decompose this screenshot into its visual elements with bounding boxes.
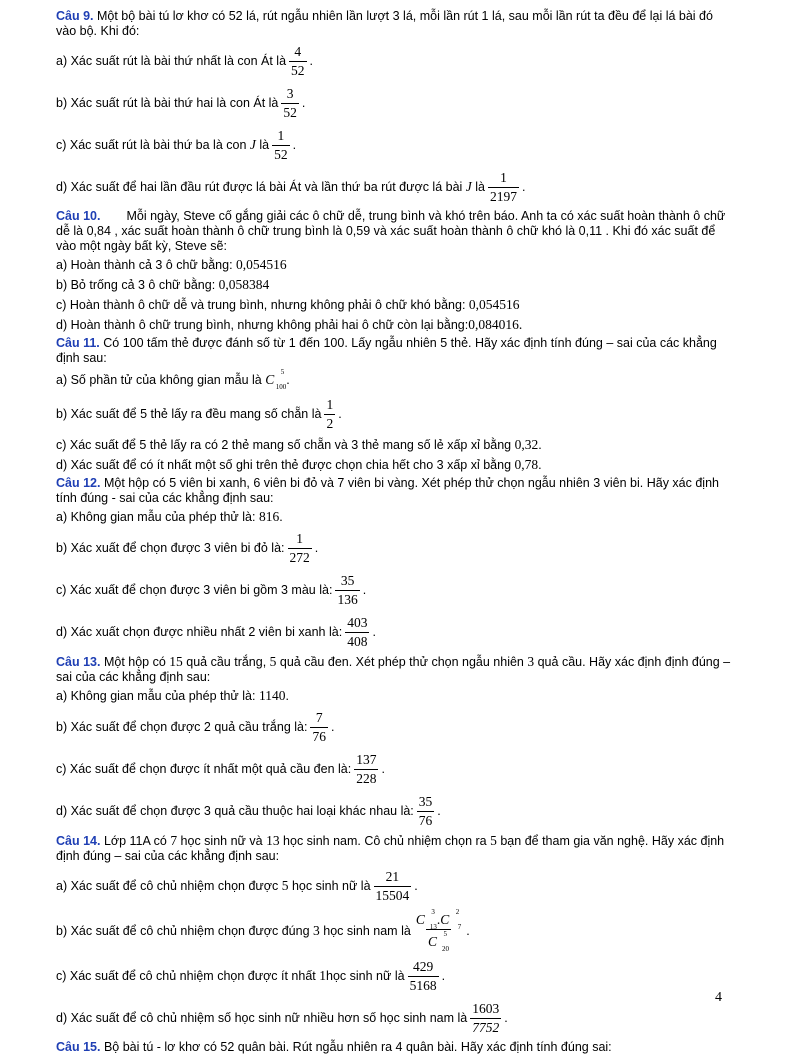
option-9a: a) Xác suất rút là bài thứ nhất là con Át là $\frac{4}{52}$ .: [56, 43, 314, 78]
numerator: 429: [412, 958, 434, 974]
option-text: c) Xác suất để chọn được ít nhất một quả cầu đen là:: [56, 762, 352, 776]
numerator: 1: [277, 127, 285, 143]
option-13d: d) Xác suất để chọn được 3 quả cầu thuộc hai loại khác nhau là: $\frac{35}{76}$ .: [56, 793, 441, 828]
numerator: 403: [347, 614, 368, 630]
option-text: a) Xác suất rút là bài thứ nhất là con Át là: [56, 54, 287, 68]
math-value: 1140: [258, 688, 286, 703]
option-text: c) Xác suất để 5 thẻ lấy ra có 2 thẻ mang số chẵn và 3 thẻ mang số lẻ xấp xỉ bằng: [56, 438, 512, 452]
fraction: [272, 128, 290, 163]
option-text: a) Không gian mẫu của phép thử là:: [56, 510, 256, 524]
comb-symbol: C: [415, 912, 425, 927]
denominator: 7752: [472, 1019, 500, 1035]
option-10d: [56, 316, 736, 334]
option-11c: c) Xác suất để 5 thẻ lấy ra có 2 thẻ mang số chẵn và 3 thẻ mang số lẻ xấp xỉ bằng 0,32 .: [56, 437, 542, 452]
comb-sub: 7: [457, 923, 462, 931]
math-value: 0,32: [514, 437, 539, 452]
question-label: Câu 11.: [56, 336, 100, 350]
denominator: 228: [356, 770, 377, 786]
math-value: 1: [319, 968, 326, 983]
option-text: b) Xác suất để chọn được 2 quả cầu trắng là:: [56, 720, 308, 734]
option-9b: b) Xác suất rút là bài thứ hai là con Át là $\frac{3}{52}$ .: [56, 85, 306, 120]
question-label: Câu 9.: [56, 9, 94, 23]
option-text: a) Không gian mẫu của phép thử là:: [56, 689, 256, 703]
numerator: 35: [340, 572, 355, 588]
numerator: 1: [296, 530, 304, 546]
option-text: d) Hoàn thành ô chữ trung bình, nhưng không phải hai ô chữ còn lại bằng:: [56, 318, 469, 332]
math-value: 7: [170, 833, 178, 848]
question-text: Bộ bài tú - lơ khơ có 52 quân bài. Rút ngẫu nhiên ra 4 quân bài. Hãy xác định tính đúng sai:: [103, 1040, 612, 1054]
denominator: 52: [283, 104, 297, 120]
option-12d: d) Xác xuất chọn được nhiều nhất 2 viên bi xanh là: $\frac{403}{408}$ .: [56, 614, 376, 649]
question-text: Một hộp có 5 viên bi xanh, 6 viên bi đỏ và 7 viên bi vàng. Xét phép thử chọn ngẫu nhiên 3 viên bi. Hãy xác định tính đúng - sai của các khẳng định sau:: [56, 476, 719, 505]
option-11d: d) Xác suất để có ít nhất một số ghi trên thẻ được chọn chia hết cho 3 xấp xỉ bằng 0,78 .: [56, 457, 542, 472]
math-var: J: [249, 137, 256, 152]
denominator: 5168: [409, 977, 437, 993]
question-text: học sinh nam. Cô chủ nhiệm chọn ra: [283, 834, 487, 848]
option-text: b) Xác xuất để chọn được 3 viên bi đỏ là:: [56, 541, 285, 555]
option-14d: d) Xác suất để cô chủ nhiệm số học sinh nữ nhiều hơn số học sinh nam là $\frac{1603}{7752}$ .: [56, 1000, 508, 1035]
option-13c: c) Xác suất để chọn được ít nhất một quả cầu đen là: $\frac{137}{228}$ .: [56, 751, 385, 786]
question-text: học sinh nữ và: [180, 834, 263, 848]
fraction: [310, 710, 328, 745]
option-text: a) Số phần tử của không gian mẫu là: [56, 373, 262, 387]
question-text: Một bộ bài tú lơ khơ có 52 lá, rút ngẫu nhiên lần lượt 3 lá, mỗi lần rút 1 lá, sau mỗi lần rút ta đều để lại lá bài đó vào bộ. Khi đó:: [56, 9, 713, 38]
option-text: b) Xác suất để 5 thẻ lấy ra đều mang số chẵn là: [56, 407, 322, 421]
comb-symbol: C: [440, 912, 450, 927]
question-label: Câu 10.: [56, 209, 101, 223]
comb-sub: 100: [275, 383, 287, 391]
denominator: [426, 929, 451, 954]
option-text: d) Xác xuất chọn được nhiều nhất 2 viên bi xanh là:: [56, 625, 343, 639]
question-label: Câu 12.: [56, 476, 101, 490]
option-14a: a) Xác suất để cô chủ nhiệm chọn được 5 học sinh nữ là $\frac{21}{15504}$ .: [56, 868, 418, 903]
combination: [428, 930, 450, 953]
math-value: 0,054516: [468, 297, 520, 312]
fraction: [288, 531, 312, 566]
question-13: [56, 654, 736, 685]
option-text: là: [475, 180, 486, 194]
comb-sup: 2: [455, 908, 460, 916]
option-text: b) Xác suất rút là bài thứ hai là con Át là: [56, 96, 279, 110]
option-11a: a) Số phần tử của không gian mẫu là C 5 100 .: [56, 368, 290, 391]
question-text: Mỗi ngày, Steve cố gắng giải các ô chữ dễ, trung bình và khó trên báo. Anh ta có xác suất hoàn thành ô chữ dễ là 0,84 , xác suất hoàn thành ô chữ trung bình là 0,59 và xác suất hoàn thành ô chữ khó là 0,11 . Khi đó xác suất để vào một ngày bất kỳ, Steve sẽ:: [56, 209, 726, 253]
numerator: 4: [294, 43, 302, 59]
math-value: 0,78: [514, 457, 539, 472]
option-text: d) Xác suất để cô chủ nhiệm số học sinh nữ nhiều hơn số học sinh nam là: [56, 1011, 468, 1025]
option-text: a) Hoàn thành cả 3 ô chữ bằng:: [56, 258, 233, 272]
comb-sub: 13: [429, 923, 437, 931]
option-9d: d) Xác suất để hai lần đầu rút được lá bài Át và lần thứ ba rút được lá bài J là $\frac{1}{2197}$ .: [56, 169, 526, 204]
math-value: 13: [266, 833, 280, 848]
option-11b: b) Xác suất để 5 thẻ lấy ra đều mang số chẵn là $\frac{1}{2}$ .: [56, 396, 342, 431]
fraction: [414, 908, 463, 954]
question-text: quả cầu. Hãy xác định định đúng – sai của các khẳng định sau:: [56, 655, 731, 684]
option-text: c) Xác suất rút là bài thứ ba là con: [56, 138, 247, 152]
option-text: là: [259, 138, 270, 152]
denominator: 272: [289, 549, 310, 565]
math-value: 5: [269, 654, 277, 669]
numerator: 1: [326, 396, 334, 412]
denominator: 52: [274, 146, 288, 162]
fraction: [374, 869, 412, 904]
page-number: 4: [715, 990, 722, 1005]
denominator: 52: [291, 62, 305, 78]
fraction: [488, 170, 519, 205]
option-12a: a) Không gian mẫu của phép thử là: 816 .: [56, 509, 283, 524]
option-text: d) Xác suất để có ít nhất một số ghi trên thẻ được chọn chia hết cho 3 xấp xỉ bằng: [56, 458, 512, 472]
math-value: 0,054516: [236, 257, 287, 272]
question-11: [56, 336, 736, 366]
option-14c: c) Xác suất để cô chủ nhiệm chọn được ít nhất 1 học sinh nữ là $\frac{429}{5168}$ .: [56, 958, 446, 993]
numerator: 137: [356, 751, 377, 767]
fraction: [335, 573, 359, 608]
numerator: 3: [286, 85, 294, 101]
option-text: học sinh nam là: [323, 924, 411, 938]
fraction: [289, 44, 307, 79]
numerator: C 3 13 .C 2 7: [415, 908, 462, 931]
question-text: quả cầu trắng,: [186, 655, 267, 669]
numerator: 7: [315, 709, 323, 725]
math-value: 816: [258, 509, 280, 524]
denominator: 2: [326, 415, 334, 431]
fraction: [345, 615, 369, 650]
numerator: 1: [500, 169, 507, 185]
question-14: [56, 833, 736, 864]
option-14b: b) Xác suất để cô chủ nhiệm chọn được đúng 3 học sinh nam là C 3 13 .C 2 7 C 5 20 .: [56, 908, 470, 953]
question-label: Câu 14.: [56, 834, 101, 848]
option-10a: [56, 256, 736, 274]
question-text: Lớp 11A có: [103, 834, 167, 848]
fraction: [408, 959, 439, 994]
option-text: học sinh nữ là: [291, 879, 371, 893]
question-label: Câu 13.: [56, 655, 101, 669]
denominator: 408: [347, 633, 368, 649]
option-9c: c) Xác suất rút là bài thứ ba là con J là $\frac{1}{52}$ .: [56, 127, 297, 162]
comb-sup: 5: [443, 930, 448, 938]
question-label: Câu 15.: [56, 1040, 101, 1054]
denominator: 136: [337, 591, 358, 607]
question-15: [56, 1040, 736, 1055]
option-10c: [56, 296, 736, 314]
question-9: [56, 9, 736, 39]
comb-sup: 5: [280, 368, 285, 376]
option-12b: b) Xác xuất để chọn được 3 viên bi đỏ là: $\frac{1}{272}$ .: [56, 530, 319, 565]
option-text: d) Xác suất để hai lần đầu rút được lá bài Át và lần thứ ba rút được lá bài: [56, 180, 463, 194]
question-text: Một hộp có: [103, 655, 166, 669]
denominator: 76: [312, 728, 326, 744]
math-var: J: [465, 179, 472, 194]
numerator: 1603: [472, 1000, 500, 1016]
combination: [265, 368, 287, 391]
math-value: 3: [313, 923, 320, 938]
comb-symbol: C: [428, 934, 438, 949]
option-12c: c) Xác xuất để chọn được 3 viên bi gồm 3 màu là: $\frac{35}{136}$ .: [56, 572, 367, 607]
math-value: 15: [169, 654, 183, 669]
denominator: 15504: [375, 887, 410, 903]
math-value: 5: [281, 878, 289, 893]
option-text: a) Xác suất để cô chủ nhiệm chọn được: [56, 879, 279, 893]
combination: [440, 908, 462, 931]
combination: [415, 908, 437, 931]
fraction: [324, 397, 335, 432]
option-text: b) Bỏ trống cả 3 ô chữ bằng:: [56, 278, 216, 292]
math-value: 3: [527, 654, 535, 669]
question-text: bạn để tham gia văn nghệ. Hãy xác định định đúng – sai của các khẳng định sau:: [56, 834, 725, 863]
comb-symbol: C: [265, 372, 275, 387]
fraction: [354, 752, 378, 787]
question-12: [56, 476, 736, 506]
comb-sub: 20: [442, 945, 450, 953]
option-13b: b) Xác suất để chọn được 2 quả cầu trắng là: $\frac{7}{76}$ .: [56, 709, 335, 744]
question-text: Có 100 tấm thẻ được đánh số từ 1 đến 100. Lấy ngẫu nhiên 5 thẻ. Hãy xác định tính đúng – sai của các khẳng định sau:: [56, 336, 717, 365]
option-text: c) Xác xuất để chọn được 3 viên bi gồm 3 màu là:: [56, 583, 333, 597]
question-10: [56, 209, 736, 254]
denominator: 76: [418, 812, 433, 828]
comb-sup: 3: [431, 908, 435, 916]
option-text: b) Xác suất để cô chủ nhiệm chọn được đúng: [56, 924, 310, 938]
question-text: quả cầu đen. Xét phép thử chọn ngẫu nhiên: [279, 655, 524, 669]
numerator: 21: [385, 868, 400, 884]
math-value: 0,084016.: [468, 317, 523, 332]
option-text: d) Xác suất để chọn được 3 quả cầu thuộc hai loại khác nhau là:: [56, 804, 414, 818]
math-value: 5: [490, 833, 497, 848]
fraction: [417, 794, 435, 829]
fraction: [281, 86, 299, 121]
numerator: 35: [418, 793, 433, 809]
fraction: [470, 1001, 501, 1036]
content: [56, 8, 736, 1055]
option-text: c) Hoàn thành ô chữ dễ và trung bình, nhưng không phải ô chữ khó bằng:: [56, 298, 466, 312]
option-13a: a) Không gian mẫu của phép thử là: 1140 .: [56, 688, 289, 703]
option-10b: [56, 276, 736, 294]
option-text: c) Xác suất để cô chủ nhiệm chọn được ít nhất: [56, 969, 316, 983]
option-text: học sinh nữ là: [326, 969, 405, 983]
math-value: 0,058384: [218, 277, 270, 292]
denominator: 2197: [490, 188, 518, 204]
